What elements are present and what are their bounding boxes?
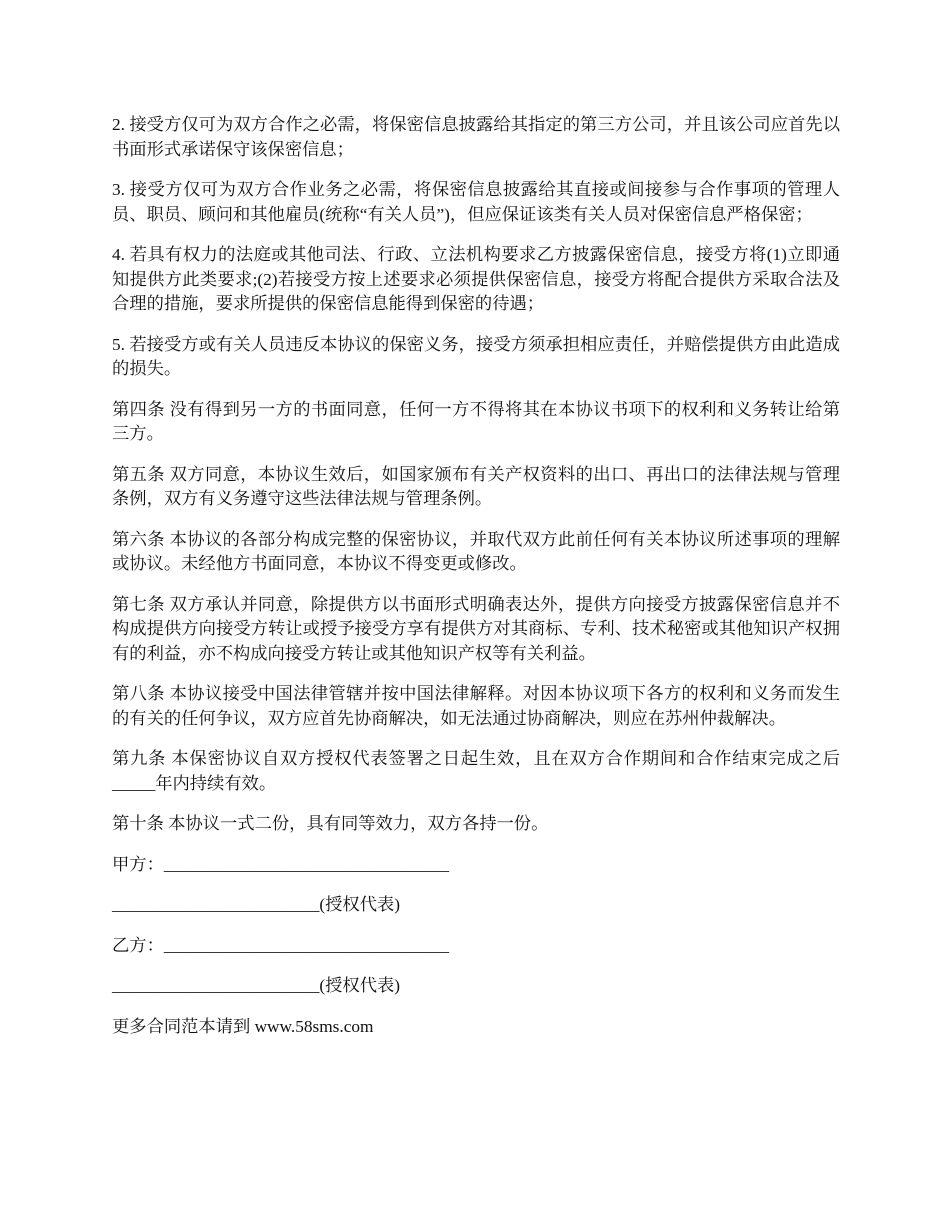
party-a-representative-line: ________________________(授权代表) xyxy=(112,895,401,914)
article-5: 第五条 双方同意，本协议生效后，如国家颁布有关产权资料的出口、再出口的法律法规与管理条例，双方有义务遵守这些法律法规与管理条例。 xyxy=(112,464,840,508)
footer-note: 更多合同范本请到 www.58sms.com xyxy=(112,1016,374,1036)
clause-2: 2. 接受方仅可为双方合作之必需，将保密信息披露给其指定的第三方公司，并且该公司应首先以书面形式承诺保守该保密信息； xyxy=(112,115,840,159)
clause-3: 3. 接受方仅可为双方合作业务之必需，将保密信息披露给其直接或间接参与合作事项的管理人员、职员、顾问和其他雇员(统称“有关人员”)，但应保证该类有关人员对保密信息严格保密； xyxy=(112,180,840,224)
article-10: 第十条 本协议一式二份，具有同等效力，双方各持一份。 xyxy=(112,814,549,833)
article-9: 第九条 本保密协议自双方授权代表签署之日起生效，且在双方合作期间和合作结束完成之后_____年内持续有效。 xyxy=(112,749,840,793)
article-4: 第四条 没有得到另一方的书面同意，任何一方不得将其在本协议书项下的权利和义务转让给第三方。 xyxy=(112,399,840,443)
article-8: 第八条 本协议接受中国法律管辖并按中国法律解释。对因本协议项下各方的权利和义务而发生的有关的任何争议，双方应首先协商解决，如无法通过协商解决，则应在苏州仲裁解决。 xyxy=(112,684,840,728)
contract-document xyxy=(112,113,840,1055)
party-a-signature-line: 甲方：_________________________________ xyxy=(112,854,449,874)
article-6: 第六条 本协议的各部分构成完整的保密协议，并取代双方此前任何有关本协议所述事项的理解或协议。未经他方书面同意，本协议不得变更或修改。 xyxy=(112,529,840,573)
party-b-signature-line: 乙方：_________________________________ xyxy=(112,935,449,955)
clause-4: 4. 若具有权力的法庭或其他司法、行政、立法机构要求乙方披露保密信息，接受方将(1)立即通知提供方此类要求;(2)若接受方按上述要求必须提供保密信息，接受方将配合提供方采取合法及合理的措施，要求所提供的保密信息能得到保密的待遇； xyxy=(112,245,840,313)
party-b-representative-line: ________________________(授权代表) xyxy=(112,976,401,995)
article-7: 第七条 双方承认并同意，除提供方以书面形式明确表达外，提供方向接受方披露保密信息并不构成提供方向接受方转让或授予接受方享有提供方对其商标、专利、技术秘密或其他知识产权拥有的利益，亦不构成向接受方转让或其他知识产权等有关利益。 xyxy=(112,594,840,663)
clause-5: 5. 若接受方或有关人员违反本协议的保密义务，接受方须承担相应责任，并赔偿提供方由此造成的损失。 xyxy=(112,334,840,378)
